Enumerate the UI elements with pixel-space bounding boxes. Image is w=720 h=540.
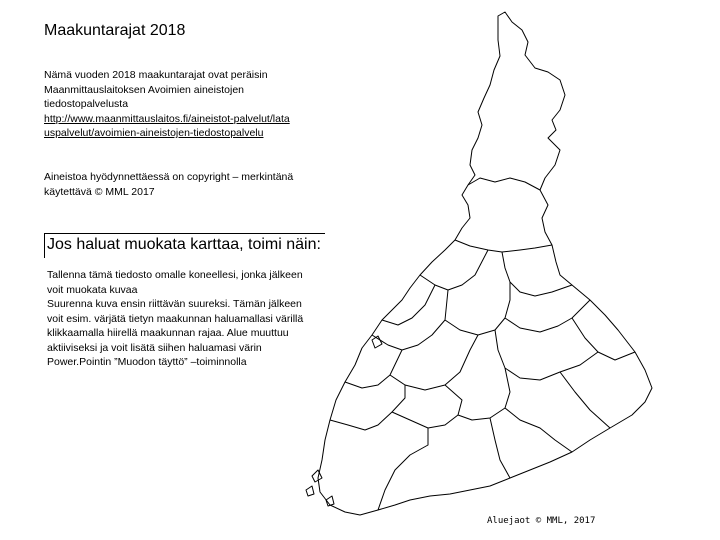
intro-description: Nämä vuoden 2018 maakuntarajat ovat peräisin Maanmittauslaitoksen Avoimien aineistojen tiedostopalvelusta (44, 69, 268, 110)
pirkanmaa-border[interactable] (390, 335, 478, 390)
central-ostrobothnia-border[interactable] (420, 250, 488, 290)
lapland-border[interactable] (468, 178, 540, 190)
finland-outline[interactable] (318, 12, 652, 515)
paijat-hame-border[interactable] (458, 368, 510, 420)
north-savo-border[interactable] (505, 300, 590, 332)
south-karelia-border[interactable] (560, 372, 610, 428)
archipelago-island (306, 486, 314, 496)
instructions-heading: Jos haluat muokata karttaa, toimi näin: (47, 236, 321, 253)
satakunta-border[interactable] (345, 350, 402, 388)
uusimaa-east-border[interactable] (490, 418, 510, 478)
instruction-line-1: Tallenna tämä tiedosto omalle koneellesi, jonka jälkeen voit muokata kuvaa (47, 269, 303, 296)
southwest-finland-border[interactable] (330, 385, 405, 430)
copyright-note: Aineistoa hyödynnettäessä on copyright – merkintänä käytettävä © MML 2017 (44, 171, 294, 198)
source-link[interactable]: http://www.maanmittauslaitos.fi/aineistot-palvelut/latauspalvelut/avoimien-aineistojen-tiedostopalvelu (44, 112, 290, 139)
tavastia-border[interactable] (392, 385, 462, 428)
kymenlaakso-border[interactable] (505, 408, 572, 452)
map-credit: Aluejaot © MML, 2017 (487, 516, 596, 526)
kainuu-border[interactable] (502, 252, 572, 296)
archipelago-island (312, 470, 322, 482)
south-savo-border[interactable] (495, 330, 598, 380)
central-finland-border[interactable] (445, 282, 510, 335)
north-ostrobothnia-border[interactable] (455, 240, 552, 252)
page-title: Maakuntarajat 2018 (44, 22, 186, 39)
instruction-line-2: Suurenna kuva ensin riittävän suureksi. Tämän jälkeen voit esim. värjätä tietyn maakunnan haluamallasi värillä klikkaamalla hiirellä maakunnan rajaa. Alue muuttuu aktiiviseksi ja voit lisätä siihen haluamasi värin Power.Pointin ”Muodon täyttö” –toiminnolla (47, 298, 304, 368)
